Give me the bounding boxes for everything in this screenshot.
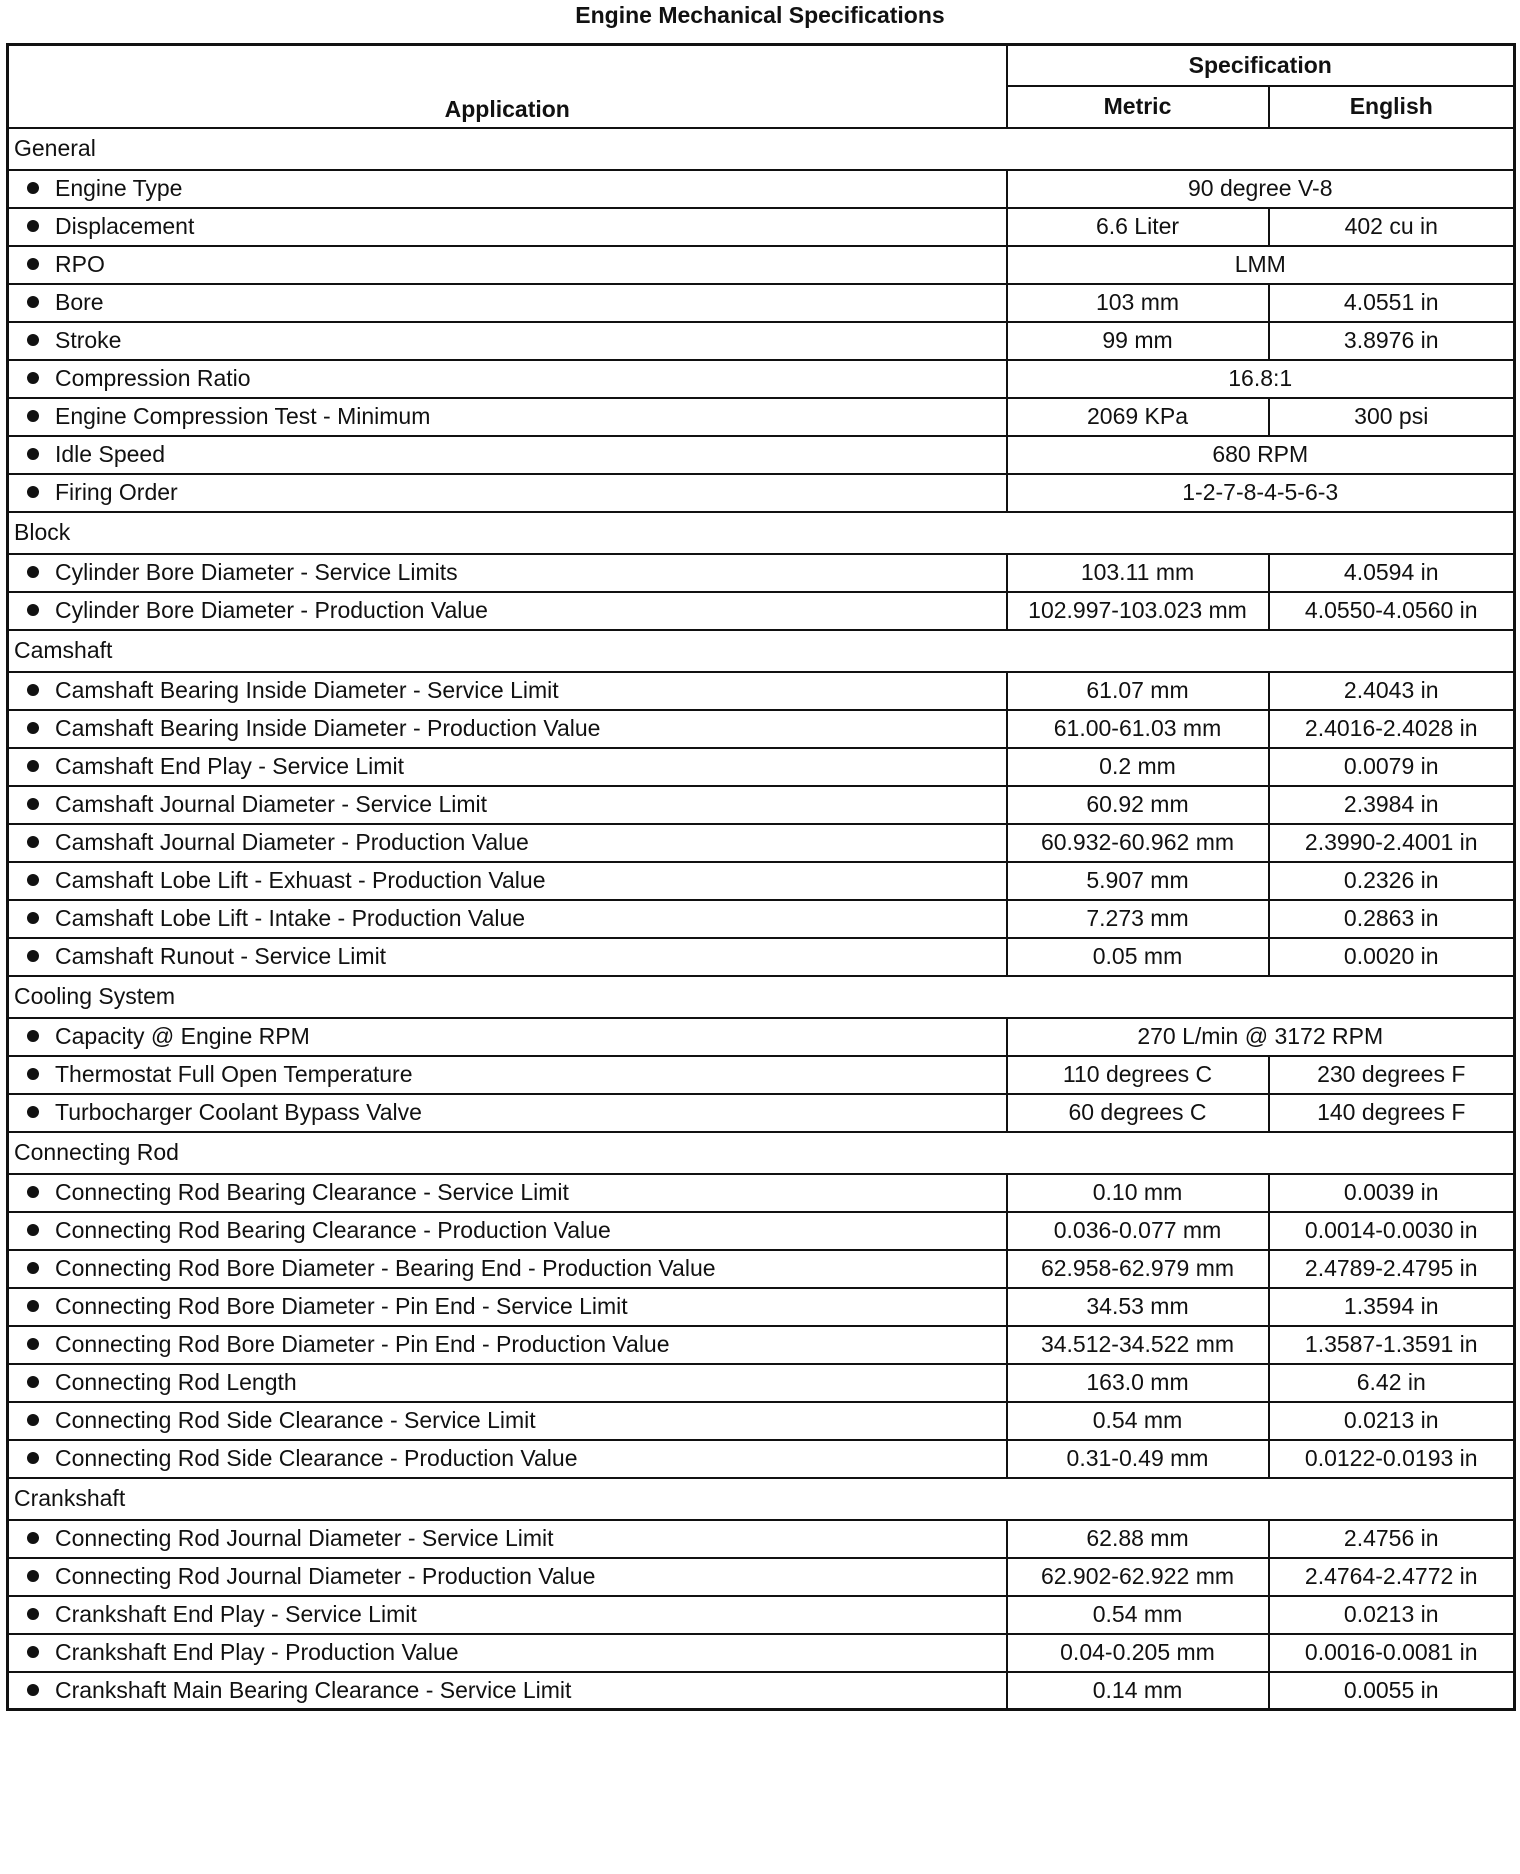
application-label: Thermostat Full Open Temperature [55, 1061, 413, 1087]
english-value-cell: 0.2863 in [1269, 900, 1515, 938]
spec-value-cell: LMM [1007, 246, 1515, 284]
table-row [8, 322, 1515, 360]
application-cell [8, 436, 1007, 474]
bullet-icon [27, 1376, 39, 1388]
application-label: Camshaft Journal Diameter - Service Limit [55, 791, 488, 817]
application-label: Compression Ratio [55, 365, 251, 391]
application-label: Connecting Rod Journal Diameter - Service Limit [55, 1525, 554, 1551]
english-value-cell: 3.8976 in [1269, 322, 1515, 360]
application-cell [8, 824, 1007, 862]
spec-value-cell: 270 L/min @ 3172 RPM [1007, 1018, 1515, 1056]
application-label: Engine Compression Test - Minimum [55, 403, 431, 429]
application-label: Camshaft Bearing Inside Diameter - Service Limit [55, 677, 559, 703]
metric-value-cell: 110 degrees C [1007, 1056, 1269, 1094]
application-cell [8, 170, 1007, 208]
table-row [8, 1056, 1515, 1094]
table-row [8, 1558, 1515, 1596]
metric-value-cell: 0.2 mm [1007, 748, 1269, 786]
bullet-icon [27, 1608, 39, 1620]
bullet-icon [27, 372, 39, 384]
bullet-icon [27, 1300, 39, 1312]
table-row [8, 592, 1515, 630]
application-cell [8, 474, 1007, 512]
application-label: Cylinder Bore Diameter - Production Value [55, 597, 488, 623]
metric-value-cell: 7.273 mm [1007, 900, 1269, 938]
metric-value-cell: 2069 KPa [1007, 398, 1269, 436]
application-header: Application [8, 45, 1007, 128]
application-label: Connecting Rod Journal Diameter - Production Value [55, 1563, 596, 1589]
table-row [8, 554, 1515, 592]
table-row [8, 748, 1515, 786]
section-title: Block [8, 512, 1515, 554]
metric-value-cell: 0.54 mm [1007, 1596, 1269, 1634]
english-value-cell: 0.0213 in [1269, 1596, 1515, 1634]
english-value-cell: 0.0016-0.0081 in [1269, 1634, 1515, 1672]
metric-value-cell: 0.05 mm [1007, 938, 1269, 976]
metric-value-cell: 61.07 mm [1007, 672, 1269, 710]
english-value-cell: 1.3587-1.3591 in [1269, 1326, 1515, 1364]
application-cell [8, 1288, 1007, 1326]
application-cell [8, 1212, 1007, 1250]
english-value-cell: 300 psi [1269, 398, 1515, 436]
application-label: RPO [55, 251, 105, 277]
metric-value-cell: 61.00-61.03 mm [1007, 710, 1269, 748]
section-row [8, 976, 1515, 1018]
application-label: Camshaft Journal Diameter - Production Value [55, 829, 529, 855]
bullet-icon [27, 566, 39, 578]
application-label: Connecting Rod Bore Diameter - Bearing End - Production Value [55, 1255, 716, 1281]
english-value-cell: 0.0213 in [1269, 1402, 1515, 1440]
metric-value-cell: 62.902-62.922 mm [1007, 1558, 1269, 1596]
english-value-cell: 2.4764-2.4772 in [1269, 1558, 1515, 1596]
metric-value-cell: 0.036-0.077 mm [1007, 1212, 1269, 1250]
bullet-icon [27, 486, 39, 498]
bullet-icon [27, 1186, 39, 1198]
english-value-cell: 0.0079 in [1269, 748, 1515, 786]
spec-table [6, 43, 1516, 1711]
english-value-cell: 2.4789-2.4795 in [1269, 1250, 1515, 1288]
bullet-icon [27, 1414, 39, 1426]
table-row [8, 1634, 1515, 1672]
application-cell [8, 246, 1007, 284]
spec-value-cell: 16.8:1 [1007, 360, 1515, 398]
bullet-icon [27, 182, 39, 194]
application-label: Connecting Rod Bore Diameter - Pin End - Production Value [55, 1331, 670, 1357]
specification-header: Specification [1007, 45, 1515, 86]
section-row [8, 512, 1515, 554]
english-value-cell: 402 cu in [1269, 208, 1515, 246]
table-row [8, 284, 1515, 322]
application-cell [8, 1018, 1007, 1056]
application-label: Crankshaft End Play - Service Limit [55, 1601, 417, 1627]
table-row [8, 1326, 1515, 1364]
application-cell [8, 1326, 1007, 1364]
section-title: Connecting Rod [8, 1132, 1515, 1174]
application-label: Camshaft Bearing Inside Diameter - Production Value [55, 715, 601, 741]
table-row [8, 1174, 1515, 1212]
metric-header: Metric [1007, 86, 1269, 128]
english-value-cell: 2.4043 in [1269, 672, 1515, 710]
bullet-icon [27, 448, 39, 460]
spec-value-cell: 1-2-7-8-4-5-6-3 [1007, 474, 1515, 512]
metric-value-cell: 0.14 mm [1007, 1672, 1269, 1710]
application-cell [8, 592, 1007, 630]
section-row [8, 630, 1515, 672]
section-title: Camshaft [8, 630, 1515, 672]
metric-value-cell: 102.997-103.023 mm [1007, 592, 1269, 630]
application-cell [8, 710, 1007, 748]
english-value-cell: 0.0020 in [1269, 938, 1515, 976]
metric-value-cell: 60.932-60.962 mm [1007, 824, 1269, 862]
metric-value-cell: 0.10 mm [1007, 1174, 1269, 1212]
section-title: Cooling System [8, 976, 1515, 1018]
application-cell [8, 672, 1007, 710]
spec-table-body [8, 128, 1515, 1710]
page-title: Engine Mechanical Specifications [575, 2, 945, 28]
bullet-icon [27, 1224, 39, 1236]
metric-value-cell: 6.6 Liter [1007, 208, 1269, 246]
application-cell [8, 1634, 1007, 1672]
table-row [8, 1094, 1515, 1132]
section-row [8, 128, 1515, 170]
application-cell [8, 1364, 1007, 1402]
table-row [8, 170, 1515, 208]
table-row [8, 938, 1515, 976]
bullet-icon [27, 258, 39, 270]
english-value-cell: 6.42 in [1269, 1364, 1515, 1402]
table-row [8, 1212, 1515, 1250]
application-cell [8, 1596, 1007, 1634]
table-row [8, 786, 1515, 824]
application-cell [8, 360, 1007, 398]
table-row [8, 1440, 1515, 1478]
bullet-icon [27, 220, 39, 232]
table-row [8, 398, 1515, 436]
table-row [8, 1288, 1515, 1326]
application-cell [8, 1174, 1007, 1212]
application-label: Camshaft Runout - Service Limit [55, 943, 387, 969]
english-value-cell: 0.0014-0.0030 in [1269, 1212, 1515, 1250]
section-title: Crankshaft [8, 1478, 1515, 1520]
application-label: Connecting Rod Side Clearance - Production Value [55, 1445, 578, 1471]
table-row [8, 900, 1515, 938]
application-cell [8, 1520, 1007, 1558]
spec-value-cell: 680 RPM [1007, 436, 1515, 474]
application-label: Connecting Rod Bore Diameter - Pin End - Service Limit [55, 1293, 628, 1319]
application-label: Camshaft Lobe Lift - Intake - Production Value [55, 905, 526, 931]
metric-value-cell: 5.907 mm [1007, 862, 1269, 900]
english-value-cell: 2.4756 in [1269, 1520, 1515, 1558]
table-row [8, 862, 1515, 900]
table-row [8, 246, 1515, 284]
table-row [8, 1520, 1515, 1558]
bullet-icon [27, 950, 39, 962]
bullet-icon [27, 1030, 39, 1042]
application-label: Crankshaft End Play - Production Value [55, 1639, 459, 1665]
metric-value-cell: 0.04-0.205 mm [1007, 1634, 1269, 1672]
table-row [8, 360, 1515, 398]
application-cell [8, 208, 1007, 246]
metric-value-cell: 60.92 mm [1007, 786, 1269, 824]
metric-value-cell: 34.53 mm [1007, 1288, 1269, 1326]
application-label: Capacity @ Engine RPM [55, 1023, 310, 1049]
bullet-icon [27, 296, 39, 308]
application-cell [8, 554, 1007, 592]
table-row [8, 672, 1515, 710]
application-label: Engine Type [55, 175, 183, 201]
bullet-icon [27, 410, 39, 422]
english-value-cell: 140 degrees F [1269, 1094, 1515, 1132]
english-value-cell: 1.3594 in [1269, 1288, 1515, 1326]
bullet-icon [27, 1338, 39, 1350]
english-value-cell: 2.3990-2.4001 in [1269, 824, 1515, 862]
bullet-icon [27, 1068, 39, 1080]
table-row [8, 1018, 1515, 1056]
application-label: Connecting Rod Side Clearance - Service Limit [55, 1407, 536, 1433]
application-cell [8, 1094, 1007, 1132]
application-label: Crankshaft Main Bearing Clearance - Service Limit [55, 1676, 572, 1703]
english-value-cell: 0.0039 in [1269, 1174, 1515, 1212]
english-value-cell: 0.2326 in [1269, 862, 1515, 900]
application-cell [8, 322, 1007, 360]
table-row [8, 474, 1515, 512]
table-row [8, 1402, 1515, 1440]
table-row [8, 208, 1515, 246]
english-header: English [1269, 86, 1515, 128]
application-cell [8, 1558, 1007, 1596]
bullet-icon [27, 1646, 39, 1658]
bullet-icon [27, 1262, 39, 1274]
table-row [8, 1250, 1515, 1288]
metric-value-cell: 62.88 mm [1007, 1520, 1269, 1558]
application-label: Connecting Rod Length [55, 1369, 297, 1395]
english-value-cell: 2.4016-2.4028 in [1269, 710, 1515, 748]
application-label: Cylinder Bore Diameter - Service Limits [55, 559, 458, 585]
application-label: Stroke [55, 327, 122, 353]
metric-value-cell: 163.0 mm [1007, 1364, 1269, 1402]
application-cell [8, 862, 1007, 900]
bullet-icon [27, 604, 39, 616]
table-row [8, 1596, 1515, 1634]
application-cell [8, 786, 1007, 824]
bullet-icon [27, 722, 39, 734]
bullet-icon [27, 1452, 39, 1464]
bullet-icon [27, 1684, 39, 1696]
english-value-cell: 4.0550-4.0560 in [1269, 592, 1515, 630]
metric-value-cell: 0.31-0.49 mm [1007, 1440, 1269, 1478]
application-cell [8, 1250, 1007, 1288]
table-row [8, 824, 1515, 862]
bullet-icon [27, 798, 39, 810]
application-cell [8, 748, 1007, 786]
metric-value-cell: 99 mm [1007, 322, 1269, 360]
metric-value-cell: 62.958-62.979 mm [1007, 1250, 1269, 1288]
bullet-icon [27, 760, 39, 772]
application-label: Displacement [55, 213, 195, 239]
application-label: Camshaft Lobe Lift - Exhuast - Production Value [55, 867, 546, 893]
metric-value-cell: 103.11 mm [1007, 554, 1269, 592]
bullet-icon [27, 334, 39, 346]
bullet-icon [27, 1532, 39, 1544]
english-value-cell: 2.3984 in [1269, 786, 1515, 824]
english-value-cell: 4.0594 in [1269, 554, 1515, 592]
section-title: General [8, 128, 1515, 170]
section-row [8, 1132, 1515, 1174]
metric-value-cell: 60 degrees C [1007, 1094, 1269, 1132]
application-label: Connecting Rod Bearing Clearance - Service Limit [55, 1179, 569, 1205]
application-cell [8, 900, 1007, 938]
bullet-icon [27, 684, 39, 696]
application-cell [8, 284, 1007, 322]
application-label: Turbocharger Coolant Bypass Valve [55, 1099, 422, 1125]
bullet-icon [27, 912, 39, 924]
application-label: Firing Order [55, 479, 178, 505]
bullet-icon [27, 836, 39, 848]
application-label: Connecting Rod Bearing Clearance - Production Value [55, 1217, 611, 1243]
section-row [8, 1478, 1515, 1520]
bullet-icon [27, 1570, 39, 1582]
application-label: Camshaft End Play - Service Limit [55, 753, 404, 779]
table-row [8, 1364, 1515, 1402]
metric-value-cell: 0.54 mm [1007, 1402, 1269, 1440]
metric-value-cell: 103 mm [1007, 284, 1269, 322]
metric-value-cell: 34.512-34.522 mm [1007, 1326, 1269, 1364]
english-value-cell: 4.0551 in [1269, 284, 1515, 322]
application-cell [8, 398, 1007, 436]
application-cell [8, 938, 1007, 976]
application-cell [8, 1056, 1007, 1094]
spec-value-cell: 90 degree V-8 [1007, 170, 1515, 208]
application-cell [8, 1440, 1007, 1478]
table-row [8, 436, 1515, 474]
bullet-icon [27, 874, 39, 886]
table-row [8, 710, 1515, 748]
english-value-cell: 230 degrees F [1269, 1056, 1515, 1094]
application-label: Bore [55, 289, 104, 315]
application-cell [8, 1672, 1007, 1710]
application-cell [8, 1402, 1007, 1440]
english-value-cell: 0.0122-0.0193 in [1269, 1440, 1515, 1478]
table-row [8, 1672, 1515, 1710]
bullet-icon [27, 1106, 39, 1118]
english-value-cell: 0.0055 in [1269, 1672, 1515, 1710]
application-label: Idle Speed [55, 441, 165, 467]
